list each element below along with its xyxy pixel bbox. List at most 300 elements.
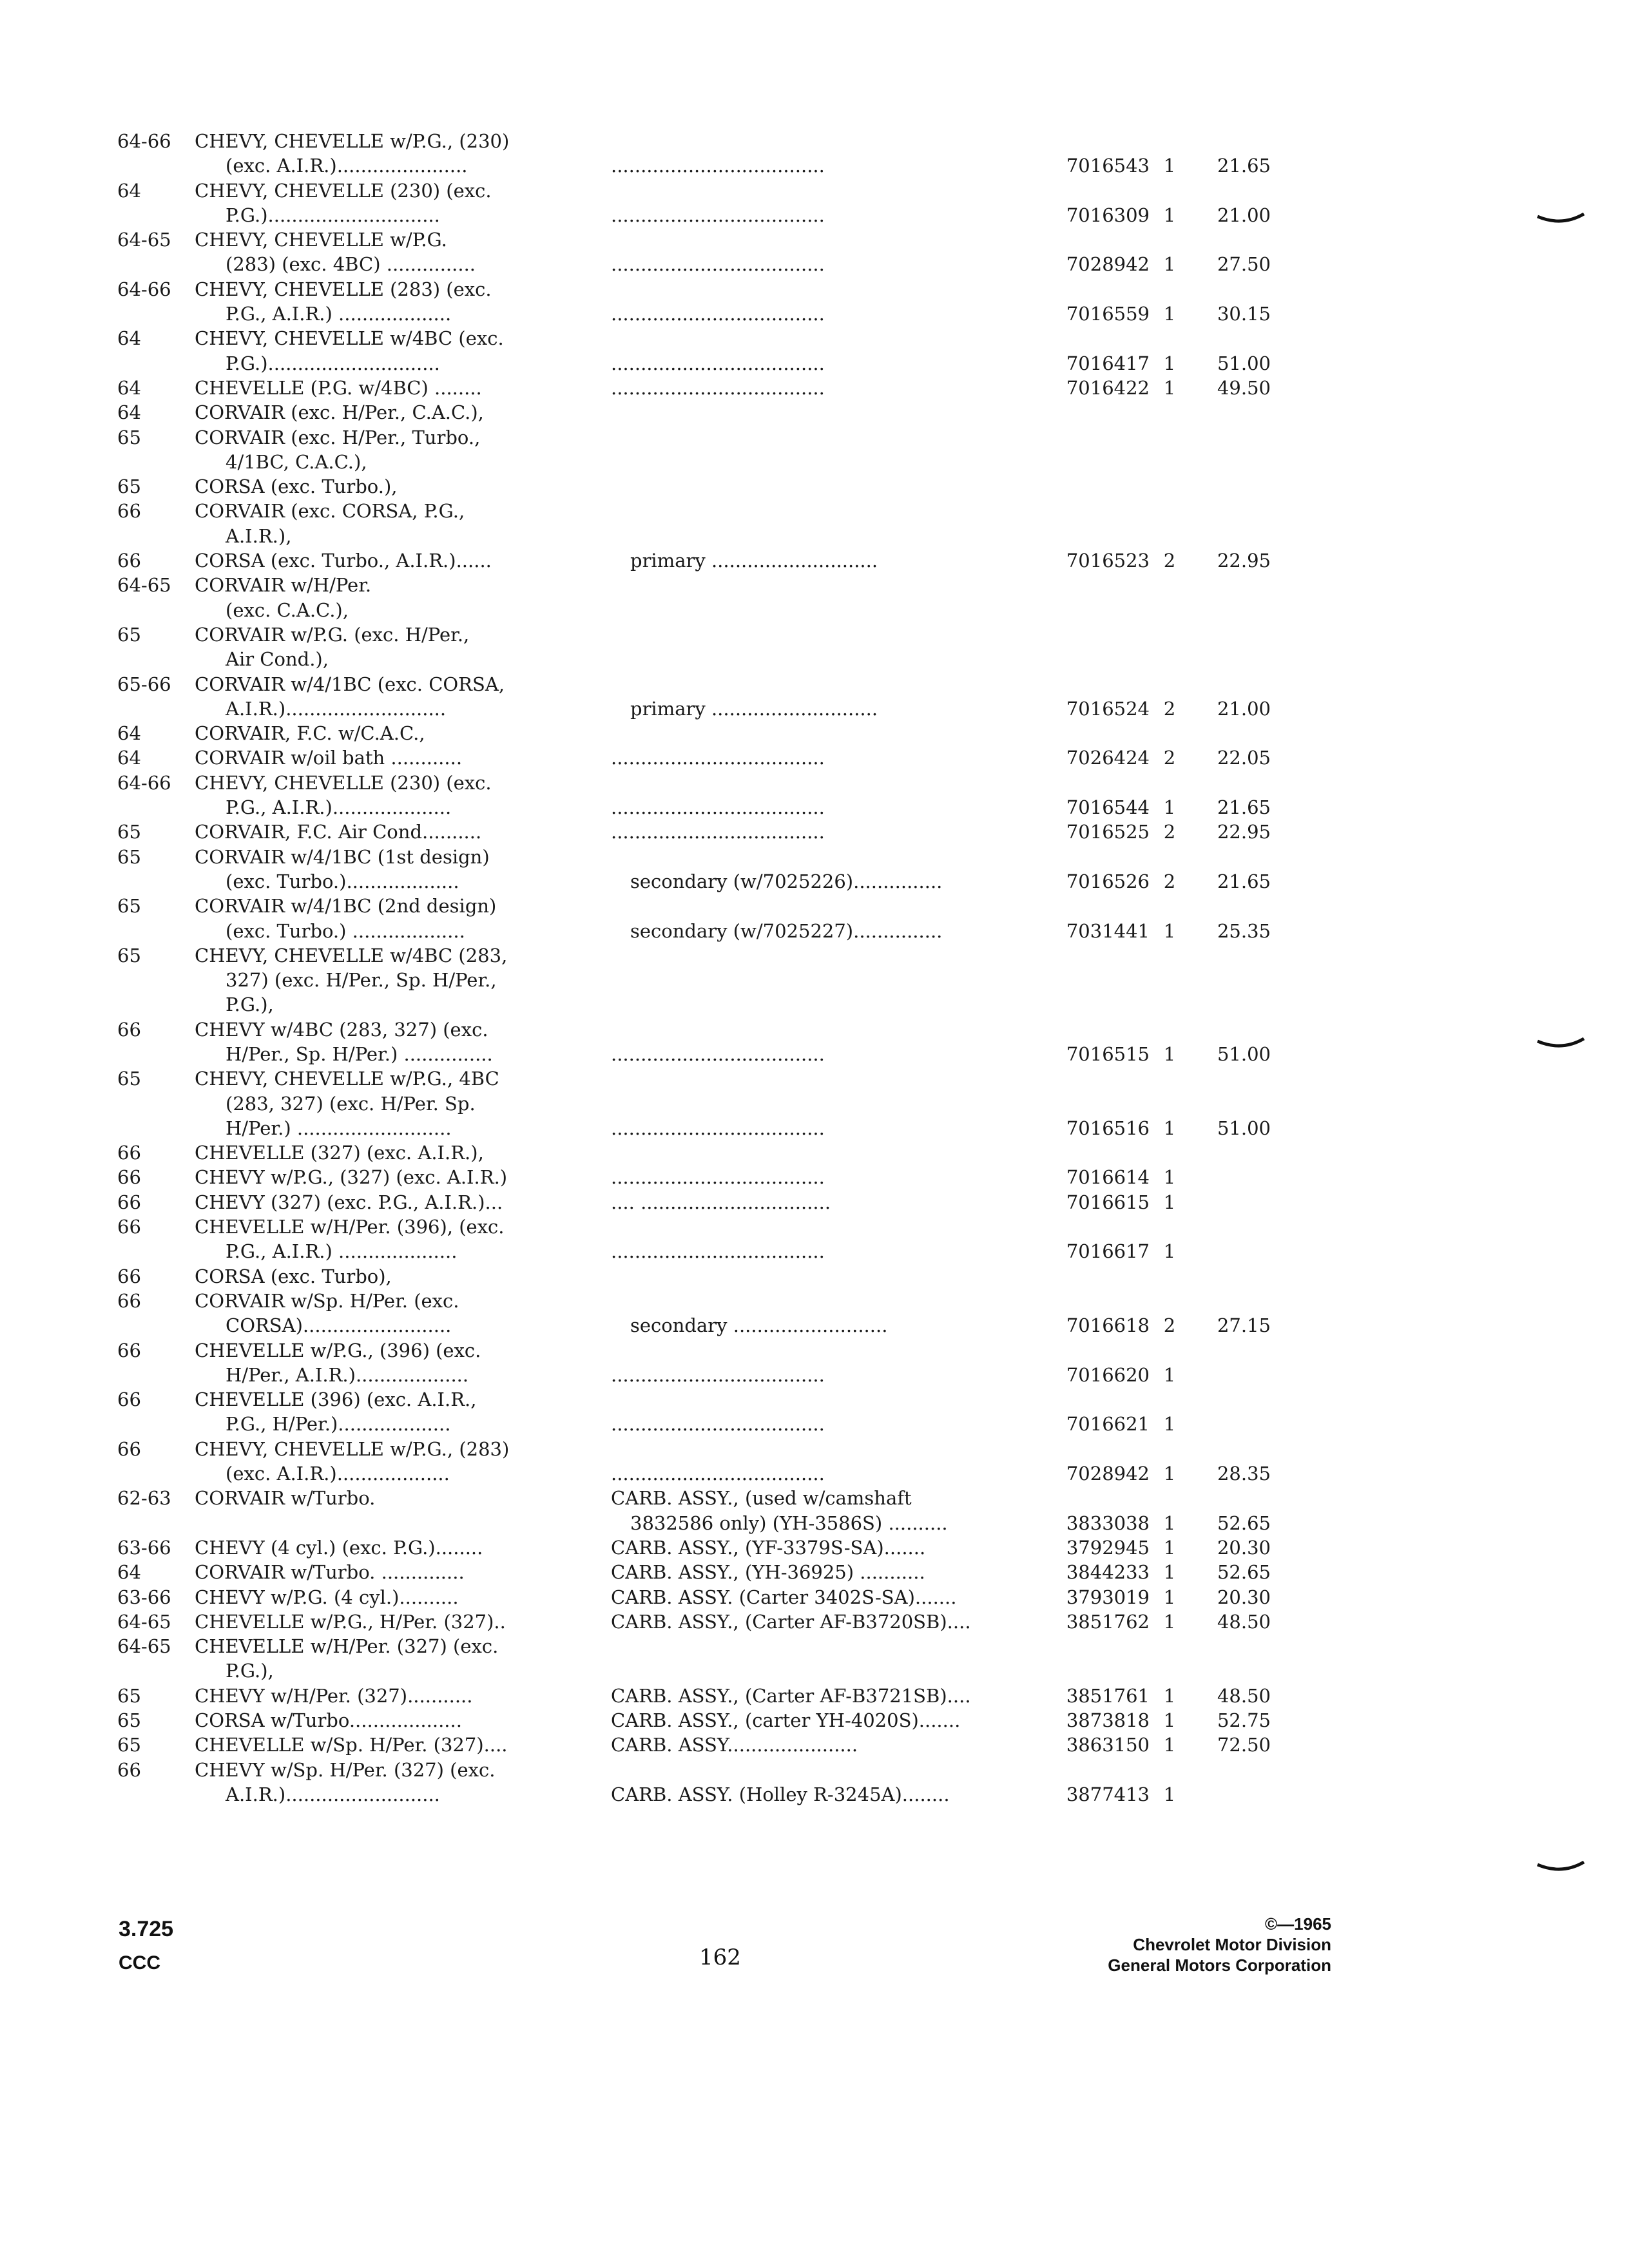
quantity-cell (1153, 499, 1186, 523)
price-cell (1187, 326, 1271, 351)
year-cell: 64-65 (117, 574, 171, 597)
quantity-cell: 1 (1163, 1561, 1176, 1584)
description-cell: .................................... (611, 376, 825, 399)
price-cell (1187, 129, 1271, 153)
description-cell (611, 992, 1036, 1017)
price-cell: 51.00 (1217, 352, 1271, 374)
part-number-cell: 7031441 (1066, 919, 1150, 942)
year-cell (117, 153, 188, 178)
part-number-cell: 7016617 (1066, 1240, 1150, 1263)
year-cell: 64-66 (117, 771, 171, 794)
model-cell: CORVAIR, F.C. Air Cond.......... (195, 821, 482, 843)
price-cell: 52.65 (1217, 1512, 1271, 1534)
description-cell (611, 1437, 1036, 1461)
description-cell (611, 1387, 1036, 1412)
model-cell: CORVAIR w/Turbo. .............. (195, 1561, 465, 1584)
part-number-cell (1040, 573, 1150, 597)
year-cell (117, 869, 188, 894)
model-cell: (exc. A.I.R.)...................... (226, 155, 468, 177)
description-cell: .................................... (611, 1363, 825, 1386)
price-cell (1187, 1091, 1271, 1116)
price-cell (1187, 672, 1271, 697)
price-cell: 48.50 (1217, 1610, 1271, 1633)
quantity-cell (1153, 227, 1186, 252)
part-number-cell: 7016543 (1066, 155, 1150, 177)
part-number-cell (1040, 1017, 1150, 1042)
part-number-cell: 3792945 (1066, 1536, 1150, 1559)
description-cell (611, 227, 1036, 252)
binding-mark-icon (1536, 1037, 1585, 1050)
description-cell (611, 499, 1036, 523)
model-cell: CHEVELLE (P.G. w/4BC) ........ (195, 376, 482, 399)
description-cell: CARB. ASSY., (Carter AF-B3721SB).... (611, 1684, 971, 1707)
division-name: Chevrolet Motor Division (1133, 1935, 1331, 1954)
part-number-cell: 7016620 (1066, 1363, 1150, 1386)
price-cell: 52.65 (1217, 1561, 1271, 1584)
part-number-cell: 3833038 (1066, 1512, 1150, 1534)
price-cell: 22.95 (1217, 550, 1271, 572)
price-cell (1187, 1338, 1271, 1363)
model-cell: CHEVELLE w/Sp. H/Per. (327).... (195, 1734, 508, 1756)
description-cell (611, 721, 1036, 745)
year-cell (117, 968, 188, 992)
description-cell: primary ............................ (630, 697, 878, 720)
model-cell: CHEVY, CHEVELLE (230) (exc. (195, 179, 492, 202)
year-cell (117, 1239, 188, 1264)
model-column (195, 129, 588, 1807)
quantity-cell (1153, 400, 1186, 425)
model-cell: P.G.)............................. (226, 204, 440, 226)
year-cell: 66 (117, 1191, 141, 1213)
price-cell (1187, 425, 1271, 450)
description-cell (611, 129, 1036, 153)
description-cell: CARB. ASSY...................... (611, 1734, 858, 1756)
quantity-cell: 2 (1163, 747, 1176, 769)
year-cell (117, 252, 188, 276)
model-cell: CORSA w/Turbo................... (195, 1709, 462, 1731)
price-cell: 21.65 (1217, 796, 1271, 819)
quantity-cell (1153, 1091, 1186, 1116)
year-cell: 64-65 (117, 229, 171, 251)
year-cell: 64-66 (117, 278, 171, 300)
part-number-cell (1040, 1215, 1150, 1239)
quantity-cell: 1 (1163, 1684, 1176, 1707)
part-number-cell (1040, 1758, 1150, 1782)
description-cell: CARB. ASSY., (carter YH-4020S)....... (611, 1709, 961, 1731)
model-cell: Air Cond.), (226, 648, 329, 671)
year-cell: 66 (117, 1166, 141, 1189)
description-cell: .................................... (611, 1043, 825, 1065)
description-cell: .................................... (611, 1463, 825, 1485)
model-cell: CHEVELLE w/P.G., H/Per. (327).. (195, 1610, 506, 1633)
year-cell: 65 (117, 1734, 141, 1756)
year-cell: 65 (117, 845, 141, 868)
part-number-column (1040, 129, 1150, 1807)
model-cell (195, 1511, 588, 1535)
part-number-cell (1040, 1289, 1150, 1313)
quantity-cell: 1 (1163, 919, 1176, 942)
model-cell: (exc. A.I.R.)................... (226, 1463, 450, 1485)
model-cell: CHEVY, CHEVELLE w/P.G., (283) (195, 1437, 510, 1460)
model-cell: 4/1BC, C.A.C.), (226, 450, 367, 473)
price-cell (1187, 400, 1271, 425)
quantity-cell: 1 (1163, 796, 1176, 819)
price-cell (1187, 992, 1271, 1017)
quantity-cell (1153, 771, 1186, 795)
description-cell (611, 1017, 1036, 1042)
quantity-cell: 1 (1163, 1536, 1176, 1559)
price-cell (1187, 1165, 1271, 1189)
part-number-cell (1040, 227, 1150, 252)
price-cell (1187, 1387, 1271, 1412)
year-cell: 64-66 (117, 130, 171, 152)
description-cell: .................................... (611, 1240, 825, 1263)
part-number-cell: 7016526 (1066, 870, 1150, 892)
part-number-cell (1040, 1091, 1150, 1116)
year-cell: 65 (117, 426, 141, 448)
corporation-name: General Motors Corporation (1108, 1956, 1331, 1975)
model-cell: P.G., H/Per.)................... (226, 1413, 451, 1436)
price-cell (1187, 1264, 1271, 1289)
year-cell (117, 450, 188, 474)
year-cell (117, 1091, 188, 1116)
copyright-block (1108, 1914, 1331, 1975)
description-cell: CARB. ASSY., (Carter AF-B3720SB).... (611, 1610, 971, 1633)
year-cell: 65 (117, 1709, 141, 1731)
part-number-cell (1040, 894, 1150, 918)
quantity-cell: 1 (1163, 352, 1176, 374)
year-cell (117, 992, 188, 1017)
description-cell (611, 1066, 1036, 1091)
description-cell (611, 450, 1036, 474)
price-cell (1187, 1363, 1271, 1387)
part-number-cell (1040, 968, 1150, 992)
year-cell: 64 (117, 376, 141, 399)
price-cell (1187, 450, 1271, 474)
year-cell: 62-63 (117, 1487, 171, 1510)
description-cell: .................................... (611, 204, 825, 226)
description-cell: secondary (w/7025227)............... (630, 919, 943, 942)
quantity-cell (1153, 326, 1186, 351)
description-cell (611, 968, 1036, 992)
part-number-cell: 3793019 (1066, 1586, 1150, 1608)
model-cell: (283, 327) (exc. H/Per. Sp. (226, 1092, 476, 1115)
quantity-cell: 1 (1163, 1709, 1176, 1731)
model-cell: CHEVY, CHEVELLE w/4BC (exc. (195, 327, 504, 350)
model-cell: CHEVELLE w/P.G., (396) (exc. (195, 1339, 481, 1361)
quantity-cell: 2 (1163, 870, 1176, 892)
year-cell (117, 647, 188, 671)
year-cell: 65 (117, 1068, 141, 1090)
part-number-cell (1040, 1658, 1150, 1683)
part-number-cell: 3851761 (1066, 1684, 1150, 1707)
part-number-cell (1040, 1140, 1150, 1165)
binding-mark-icon (1536, 1861, 1585, 1874)
description-cell: .................................... (611, 1117, 825, 1139)
quantity-cell (1153, 672, 1186, 697)
quantity-cell: 1 (1163, 204, 1176, 226)
description-cell (611, 1215, 1036, 1239)
year-cell: 65 (117, 944, 141, 966)
model-cell: 327) (exc. H/Per., Sp. H/Per., (226, 969, 497, 992)
model-cell: CORVAIR w/4/1BC (1st design) (195, 845, 490, 868)
model-cell: H/Per., A.I.R.)................... (226, 1363, 469, 1386)
price-cell: 25.35 (1217, 919, 1271, 942)
quantity-cell: 1 (1163, 1363, 1176, 1386)
year-cell (117, 302, 188, 326)
price-cell (1187, 622, 1271, 647)
quantity-cell (1153, 1486, 1186, 1510)
price-cell (1187, 277, 1271, 302)
model-cell: CHEVY, CHEVELLE w/P.G., (230) (195, 130, 510, 152)
price-cell: 20.30 (1217, 1536, 1271, 1559)
part-number-cell (1040, 943, 1150, 968)
price-cell: 27.15 (1217, 1314, 1271, 1337)
year-cell (117, 1313, 188, 1338)
description-cell: CARB. ASSY., (YH-36925) ........... (611, 1561, 925, 1584)
description-cell (611, 573, 1036, 597)
year-cell: 66 (117, 1018, 141, 1041)
model-cell: CHEVY, CHEVELLE (283) (exc. (195, 278, 492, 300)
description-cell (611, 845, 1036, 869)
model-cell: CHEVY, CHEVELLE w/4BC (283, (195, 944, 508, 966)
description-cell (611, 894, 1036, 918)
part-number-cell (1040, 721, 1150, 745)
quantity-column (1153, 129, 1186, 1807)
year-cell (117, 524, 188, 548)
year-cell: 65 (117, 895, 141, 918)
model-cell: CORVAIR w/Turbo. (195, 1487, 376, 1510)
part-number-cell: 3873818 (1066, 1709, 1150, 1731)
price-cell: 21.65 (1217, 155, 1271, 177)
quantity-cell (1153, 573, 1186, 597)
part-number-cell (1040, 672, 1150, 697)
copyright-year: ©—1965 (1265, 1914, 1331, 1934)
part-number-cell: 3863150 (1066, 1734, 1150, 1756)
part-number-cell (1040, 845, 1150, 869)
part-number-cell (1040, 992, 1150, 1017)
description-cell: secondary (w/7025226)............... (630, 870, 943, 892)
part-number-cell: 3877413 (1066, 1783, 1150, 1805)
year-column (117, 129, 188, 1807)
model-cell: CHEVELLE (396) (exc. A.I.R., (195, 1389, 477, 1411)
quantity-cell: 1 (1163, 1117, 1176, 1139)
quantity-cell: 2 (1163, 550, 1176, 572)
part-number-cell (1040, 1264, 1150, 1289)
price-cell: 52.75 (1217, 1709, 1271, 1731)
model-cell: P.G., A.I.R.) ................... (226, 303, 452, 325)
model-cell: A.I.R.), (226, 524, 292, 547)
part-number-cell (1040, 598, 1150, 622)
quantity-cell: 1 (1163, 1166, 1176, 1189)
part-number-cell (1040, 425, 1150, 450)
year-cell: 66 (117, 1437, 141, 1460)
quantity-cell (1153, 598, 1186, 622)
description-cell (611, 178, 1036, 203)
quantity-cell (1153, 1658, 1186, 1683)
part-number-cell (1040, 1066, 1150, 1091)
description-cell (611, 277, 1036, 302)
model-cell: P.G.), (226, 994, 274, 1016)
quantity-cell: 1 (1163, 1783, 1176, 1805)
price-cell (1187, 1140, 1271, 1165)
quantity-cell: 1 (1163, 1191, 1176, 1213)
year-cell (117, 1461, 188, 1486)
model-cell: CORVAIR w/P.G. (exc. H/Per., (195, 623, 470, 646)
model-cell: (exc. Turbo.)................... (226, 870, 459, 892)
quantity-cell: 1 (1163, 155, 1176, 177)
part-number-cell: 7016615 (1066, 1191, 1150, 1213)
year-cell: 63-66 (117, 1536, 171, 1559)
model-cell: (exc. C.A.C.), (226, 599, 349, 621)
description-cell (611, 1264, 1036, 1289)
quantity-cell: 1 (1163, 253, 1176, 276)
description-cell: 3832586 only) (YH-3586S) .......... (630, 1512, 948, 1534)
price-cell: 22.05 (1217, 747, 1271, 769)
model-cell: CORSA (exc. Turbo), (195, 1265, 392, 1287)
quantity-cell: 1 (1163, 303, 1176, 325)
price-cell (1187, 1190, 1271, 1215)
quantity-cell (1153, 1264, 1186, 1289)
year-cell: 66 (117, 500, 141, 523)
description-cell (611, 1758, 1036, 1782)
year-cell: 64-65 (117, 1635, 171, 1658)
model-cell: H/Per., Sp. H/Per.) ............... (226, 1043, 493, 1065)
part-number-cell: 7016559 (1066, 303, 1150, 325)
year-cell: 65-66 (117, 673, 171, 695)
year-cell (117, 919, 188, 943)
description-cell: secondary .......................... (630, 1314, 888, 1337)
price-cell: 21.00 (1217, 697, 1271, 720)
price-cell (1187, 845, 1271, 869)
price-cell: 21.65 (1217, 870, 1271, 892)
description-cell (611, 425, 1036, 450)
quantity-cell (1153, 425, 1186, 450)
model-cell: CORVAIR w/4/1BC (exc. CORSA, (195, 673, 505, 695)
year-cell: 66 (117, 550, 141, 572)
quantity-cell (1153, 721, 1186, 745)
description-cell: CARB. ASSY., (used w/camshaft (611, 1487, 912, 1510)
quantity-cell: 1 (1163, 376, 1176, 399)
year-cell: 64-65 (117, 1610, 171, 1633)
description-cell: .................................... (611, 821, 825, 843)
year-cell: 64 (117, 1561, 141, 1584)
part-number-cell: 7016525 (1066, 821, 1150, 843)
year-cell (117, 203, 188, 227)
description-cell (611, 1091, 1036, 1116)
year-cell: 65 (117, 476, 141, 498)
quantity-cell (1153, 474, 1186, 499)
price-cell (1187, 1486, 1271, 1510)
description-cell (611, 1338, 1036, 1363)
part-number-cell: 7016516 (1066, 1117, 1150, 1139)
description-cell (611, 622, 1036, 647)
description-cell: .................................... (611, 747, 825, 769)
description-cell (611, 598, 1036, 622)
description-cell: .... ................................ (611, 1191, 831, 1213)
model-cell: CORSA)......................... (226, 1314, 452, 1337)
quantity-cell (1153, 1140, 1186, 1165)
model-cell: CHEVY w/P.G., (327) (exc. A.I.R.) (195, 1166, 508, 1189)
model-cell: CHEVELLE (327) (exc. A.I.R.), (195, 1142, 484, 1164)
model-cell: CORVAIR, F.C. w/C.A.C., (195, 722, 425, 745)
price-cell: 20.30 (1217, 1586, 1271, 1608)
quantity-cell (1153, 943, 1186, 968)
description-cell: .................................... (611, 155, 825, 177)
description-cell: .................................... (611, 352, 825, 374)
year-cell: 65 (117, 623, 141, 646)
part-number-cell: 7016417 (1066, 352, 1150, 374)
quantity-cell (1153, 277, 1186, 302)
quantity-cell (1153, 1017, 1186, 1042)
quantity-cell (1153, 524, 1186, 548)
description-cell (611, 771, 1036, 795)
part-number-cell (1040, 326, 1150, 351)
part-number-cell (1040, 1437, 1150, 1461)
part-number-cell: 3844233 (1066, 1561, 1150, 1584)
model-cell: CHEVY, CHEVELLE w/P.G. (195, 229, 447, 251)
quantity-cell (1153, 1066, 1186, 1091)
year-cell: 66 (117, 1339, 141, 1361)
part-number-cell (1040, 129, 1150, 153)
model-cell: (exc. Turbo.) ................... (226, 919, 465, 942)
model-cell: CORVAIR (exc. CORSA, P.G., (195, 500, 465, 523)
part-number-cell: 7028942 (1066, 1463, 1150, 1485)
year-cell (117, 1363, 188, 1387)
model-cell: CHEVY (4 cyl.) (exc. P.G.)........ (195, 1536, 483, 1559)
quantity-cell (1153, 178, 1186, 203)
quantity-cell: 1 (1163, 1586, 1176, 1608)
description-cell: .................................... (611, 303, 825, 325)
description-cell: CARB. ASSY., (YF-3379S-SA)....... (611, 1536, 926, 1559)
quantity-cell (1153, 1338, 1186, 1363)
model-cell: CHEVY w/Sp. H/Per. (327) (exc. (195, 1758, 496, 1781)
quantity-cell (1153, 1437, 1186, 1461)
part-number-cell (1040, 1338, 1150, 1363)
model-cell: CHEVY w/H/Per. (327)........... (195, 1684, 473, 1707)
part-number-cell (1040, 499, 1150, 523)
model-cell: CORVAIR w/H/Per. (195, 574, 372, 597)
part-number-cell: 7028942 (1066, 253, 1150, 276)
description-cell (611, 943, 1036, 968)
description-cell (611, 1634, 1036, 1658)
part-number-cell: 7016524 (1066, 697, 1150, 720)
model-cell: P.G., A.I.R.) .................... (226, 1240, 458, 1263)
part-number-cell (1040, 400, 1150, 425)
model-cell: CORSA (exc. Turbo.), (195, 476, 398, 498)
part-number-cell: 7016523 (1066, 550, 1150, 572)
year-cell (117, 598, 188, 622)
quantity-cell: 1 (1163, 1512, 1176, 1534)
model-cell: A.I.R.).......................... (226, 1783, 440, 1805)
price-column (1187, 129, 1271, 1807)
price-cell: 22.95 (1217, 821, 1271, 843)
model-cell: (283) (exc. 4BC) ............... (226, 253, 476, 276)
part-number-cell (1040, 622, 1150, 647)
quantity-cell (1153, 992, 1186, 1017)
year-cell: 64 (117, 179, 141, 202)
model-cell: CORVAIR (exc. H/Per., C.A.C.), (195, 401, 484, 424)
part-number-cell: 7016515 (1066, 1043, 1150, 1065)
year-cell: 66 (117, 1265, 141, 1287)
part-number-cell: 7016621 (1066, 1413, 1150, 1436)
year-cell: 63-66 (117, 1586, 171, 1608)
description-cell: .................................... (611, 1166, 825, 1189)
price-cell (1187, 499, 1271, 523)
model-cell: H/Per.) .......................... (226, 1117, 452, 1139)
description-column (611, 129, 1036, 1807)
description-cell (611, 1658, 1036, 1683)
